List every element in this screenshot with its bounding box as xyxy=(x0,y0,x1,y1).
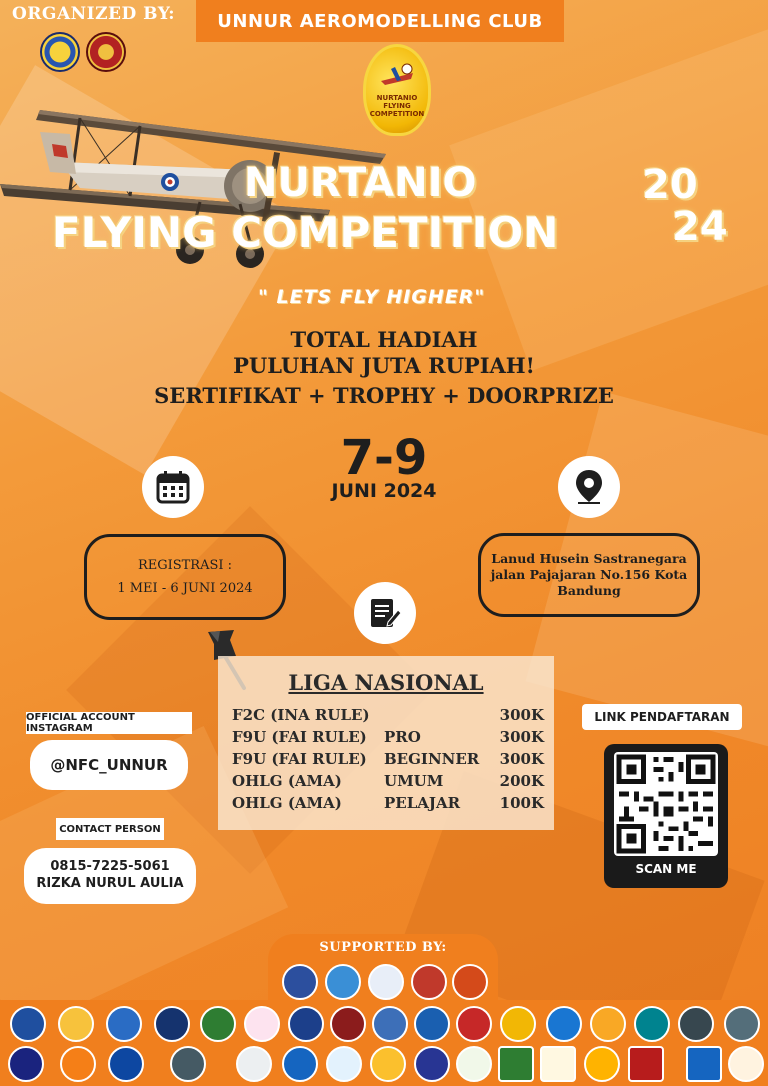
liga-row xyxy=(232,794,544,816)
instagram-handle[interactable] xyxy=(30,740,188,790)
sponsor-logo xyxy=(546,1006,582,1042)
sponsor-logo xyxy=(500,1006,536,1042)
supported-by-label: SUPPORTED BY: xyxy=(319,940,447,955)
event-month-year: JUNI 2024 xyxy=(331,480,437,502)
sponsor-logo xyxy=(326,1046,362,1082)
sponsor-logo xyxy=(200,1006,236,1042)
qr-code-card[interactable] xyxy=(604,744,728,888)
contact-box[interactable] xyxy=(24,848,196,904)
liga-prize: 200K xyxy=(499,772,544,790)
sponsor-logo xyxy=(58,1006,94,1042)
supporter-logo xyxy=(368,964,404,1000)
title-line-1: NURTANIO xyxy=(244,160,477,206)
sponsor-logo xyxy=(10,1006,46,1042)
liga-class: OHLG (AMA) xyxy=(232,772,342,790)
liga-prize: 300K xyxy=(499,750,544,768)
contact-phone: 0815-7225-5061 xyxy=(50,859,170,875)
sponsor-logo xyxy=(456,1046,492,1082)
sponsor-logo xyxy=(498,1046,534,1082)
organizer-logo-1 xyxy=(40,32,80,72)
liga-nasional-panel xyxy=(218,656,554,830)
edit-note-icon-circle xyxy=(354,582,416,644)
qr-code-icon xyxy=(614,752,718,856)
instagram-handle-text: @NFC_UNNUR xyxy=(50,756,168,774)
sponsor-logo xyxy=(628,1046,664,1082)
liga-category: PELAJAR xyxy=(384,794,461,812)
supporter-logo xyxy=(282,964,318,1000)
liga-row xyxy=(232,728,544,750)
registration-box xyxy=(84,534,286,620)
prize-line-1: TOTAL HADIAH xyxy=(290,327,478,352)
event-days: 7-9 xyxy=(340,430,428,486)
calendar-icon-circle xyxy=(142,456,204,518)
instagram-label: OFFICIAL ACCOUNT INSTAGRAM xyxy=(26,712,192,734)
liga-category: PRO xyxy=(384,728,421,746)
sponsor-logo xyxy=(728,1046,764,1082)
registration-label: REGISTRASI : xyxy=(137,557,233,573)
location-line-3: Bandung xyxy=(557,583,621,599)
competition-logo-text: NURTANIO FLYING COMPETITION xyxy=(369,94,425,118)
liga-row xyxy=(232,706,544,728)
sponsor-logo xyxy=(686,1046,722,1082)
contact-label: CONTACT PERSON xyxy=(56,818,164,840)
liga-prize: 100K xyxy=(499,794,544,812)
club-banner: UNNUR AEROMODELLING CLUB xyxy=(196,0,564,42)
sponsor-logo xyxy=(414,1006,450,1042)
sponsor-logo xyxy=(634,1006,670,1042)
edit-note-icon xyxy=(368,596,402,630)
logo-plane-icon xyxy=(377,61,417,95)
sponsor-logo xyxy=(170,1046,206,1082)
prize-line-3: SERTIFIKAT + TROPHY + DOORPRIZE xyxy=(154,383,614,408)
sponsor-logo xyxy=(540,1046,576,1082)
liga-class: F2C (INA RULE) xyxy=(232,706,370,724)
contact-name: RIZKA NURUL AULIA xyxy=(36,876,184,891)
sponsor-logo xyxy=(282,1046,318,1082)
sponsor-logo xyxy=(372,1006,408,1042)
registration-period: 1 MEI - 6 JUNI 2024 xyxy=(117,581,253,596)
supporter-logo xyxy=(411,964,447,1000)
sponsor-logo xyxy=(8,1046,44,1082)
registration-link-label: LINK PENDAFTARAN xyxy=(582,704,742,730)
scan-me-label: SCAN ME xyxy=(635,862,697,876)
sponsor-logo xyxy=(288,1006,324,1042)
map-pin-icon xyxy=(572,468,606,506)
sponsor-logo xyxy=(678,1006,714,1042)
liga-row xyxy=(232,750,544,772)
sponsor-logo xyxy=(108,1046,144,1082)
location-line-2: jalan Pajajaran No.156 Kota xyxy=(490,566,688,582)
year-top: 20 xyxy=(642,162,698,208)
map-pin-icon-circle xyxy=(558,456,620,518)
prize-line-2: PULUHAN JUTA RUPIAH! xyxy=(233,353,535,378)
sponsor-logo xyxy=(456,1006,492,1042)
sponsor-logo xyxy=(244,1006,280,1042)
sponsor-logo xyxy=(330,1006,366,1042)
liga-title: LIGA NASIONAL xyxy=(288,670,484,695)
sponsor-logo xyxy=(154,1006,190,1042)
liga-prize: 300K xyxy=(499,728,544,746)
liga-prize: 300K xyxy=(499,706,544,724)
sponsor-logo xyxy=(370,1046,406,1082)
sponsor-logos-bar xyxy=(0,1000,768,1086)
location-line-1: Lanud Husein Sastranegara xyxy=(491,550,687,566)
sponsor-logo xyxy=(236,1046,272,1082)
location-box xyxy=(478,533,700,617)
organized-by-label: ORGANIZED BY: xyxy=(12,4,176,24)
liga-class: OHLG (AMA) xyxy=(232,794,342,812)
sponsor-logo xyxy=(590,1006,626,1042)
liga-class: F9U (FAI RULE) xyxy=(232,728,367,746)
supporter-logo xyxy=(452,964,488,1000)
liga-class: F9U (FAI RULE) xyxy=(232,750,367,768)
sponsor-logo xyxy=(584,1046,620,1082)
liga-row xyxy=(232,772,544,794)
sponsor-logo xyxy=(724,1006,760,1042)
liga-category: BEGINNER xyxy=(384,750,480,768)
tagline: " LETS FLY HIGHER" xyxy=(258,286,486,308)
year-bottom: 24 xyxy=(672,204,728,250)
sponsor-logo xyxy=(414,1046,450,1082)
organizer-logo-2 xyxy=(86,32,126,72)
title-line-2: FLYING COMPETITION xyxy=(52,208,559,257)
sponsor-logo xyxy=(60,1046,96,1082)
sponsor-logo xyxy=(106,1006,142,1042)
supporter-logo xyxy=(325,964,361,1000)
liga-category: UMUM xyxy=(384,772,444,790)
calendar-icon xyxy=(155,469,191,505)
